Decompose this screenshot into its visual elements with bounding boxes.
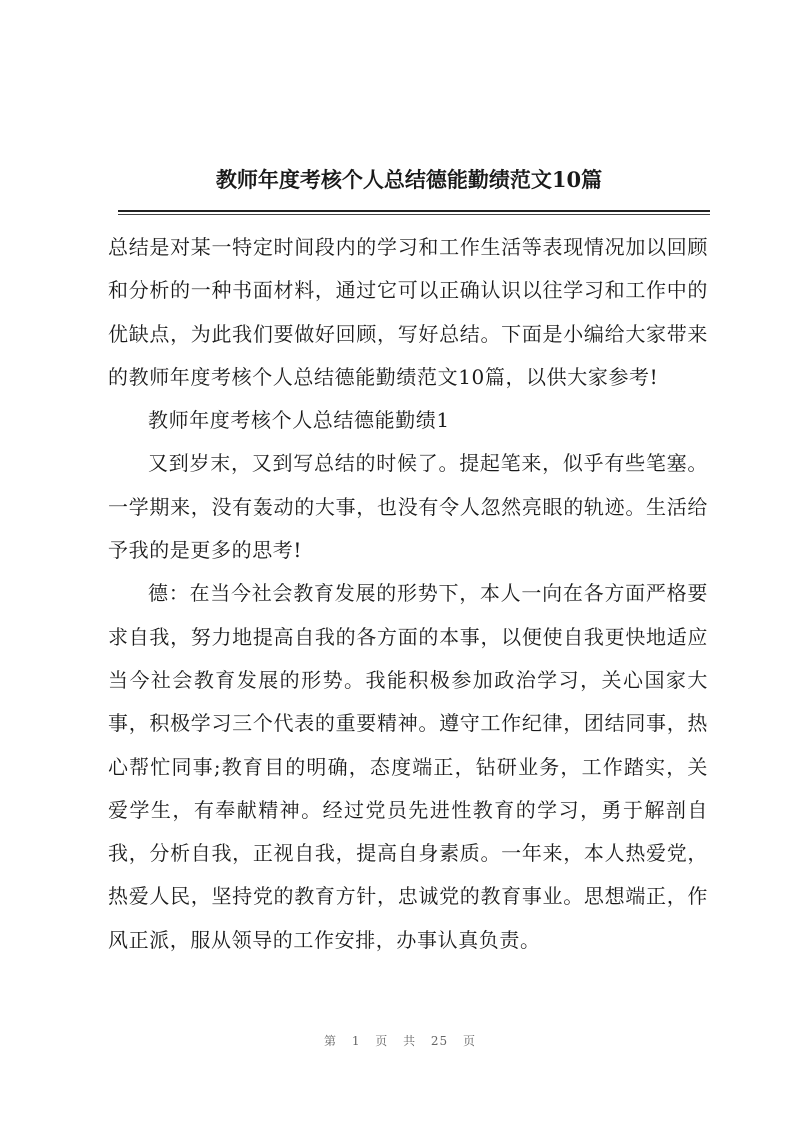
document-title: 教师年度考核个人总结德能勤绩范文10篇: [215, 167, 603, 192]
document-body: [108, 226, 708, 962]
section-heading: 教师年度考核个人总结德能勤绩1: [148, 408, 450, 433]
title-divider-thick: [118, 210, 710, 212]
body-paragraph: 又到岁末，又到写总结的时候了。提起笔来，似乎有些笔塞。一学期来，没有轰动的大事，也没有令人忽然亮眼的轨迹。生活给予我的是更多的思考!: [108, 451, 708, 563]
page-footer: 第 1 页 共 25 页: [324, 1034, 476, 1048]
title-divider-thin: [118, 214, 710, 215]
body-paragraph: 德：在当今社会教育发展的形势下，本人一向在各方面严格要求自我，努力地提高自我的各方面的本事，以便使自我更快地适应当今社会教育发展的形势。我能积极参加政治学习，关心国家大事，积极学习三个代表的重要精神。遵守工作纪律，团结同事，热心帮忙同事;教育目的明确，态度端正，钻研业务，工作踏实，关爱学生，有奉献精神。经过党员先进性教育的学习，勇于解剖自我，分析自我，正视自我，提高自身素质。一年来，本人热爱党，热爱人民，坚持党的教育方针，忠诚党的教育事业。思想端正，作风正派，服从领导的工作安排，办事认真负责。: [108, 581, 708, 952]
intro-paragraph: 总结是对某一特定时间段内的学习和工作生活等表现情况加以回顾和分析的一种书面材料，通过它可以正确认识以往学习和工作中的优缺点，为此我们要做好回顾，写好总结。下面是小编给大家带来的教师年度考核个人总结德能勤绩范文10篇，以供大家参考!: [108, 235, 708, 389]
